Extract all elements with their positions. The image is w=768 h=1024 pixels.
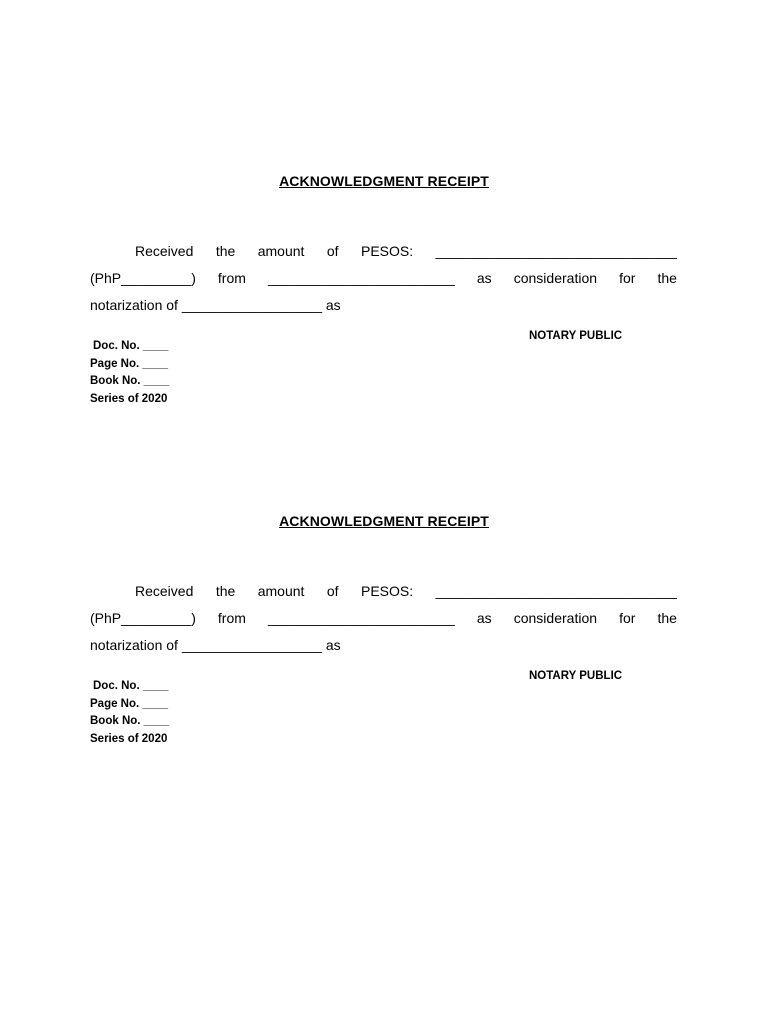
word: Received bbox=[135, 583, 194, 599]
word: Received bbox=[135, 243, 194, 259]
doc-no: Doc. No. ____ bbox=[93, 680, 169, 692]
series: Series of 2020 bbox=[90, 392, 168, 405]
page-no: Page No. ____ bbox=[90, 357, 168, 370]
word: as bbox=[476, 270, 492, 286]
word: consideration bbox=[513, 610, 598, 626]
receipt-title: ACKNOWLEDGMENT RECEIPT bbox=[279, 173, 489, 189]
from-blank: ________________________ bbox=[267, 610, 455, 626]
word: for bbox=[619, 610, 636, 626]
from-blank: ________________________ bbox=[267, 270, 455, 286]
receipt-title: ACKNOWLEDGMENT RECEIPT bbox=[279, 513, 489, 529]
receipt-1 bbox=[0, 170, 768, 430]
notarization-line: notarization of __________________ as bbox=[90, 637, 341, 653]
php-blank: (PhP_________) bbox=[90, 270, 196, 286]
doc-info-block bbox=[90, 338, 169, 408]
word: for bbox=[619, 270, 636, 286]
doc-info-block bbox=[90, 678, 169, 748]
word: amount bbox=[257, 583, 305, 599]
php-line bbox=[90, 608, 677, 628]
word: PESOS: bbox=[360, 243, 414, 259]
receipt-2 bbox=[0, 510, 768, 770]
page-no: Page No. ____ bbox=[90, 697, 168, 710]
word: of bbox=[326, 243, 339, 259]
word: consideration bbox=[513, 270, 598, 286]
word: the bbox=[657, 270, 677, 286]
amount-line bbox=[90, 581, 677, 601]
pesos-blank: _______________________________ bbox=[435, 583, 677, 599]
php-blank: (PhP_________) bbox=[90, 610, 196, 626]
doc-no: Doc. No. ____ bbox=[93, 340, 169, 352]
notary-public-label: NOTARY PUBLIC bbox=[529, 330, 623, 342]
word: PESOS: bbox=[360, 583, 414, 599]
word: the bbox=[215, 583, 236, 599]
word: the bbox=[215, 243, 236, 259]
book-no: Book No. ____ bbox=[90, 715, 170, 727]
word: amount bbox=[257, 243, 305, 259]
amount-line bbox=[90, 241, 677, 261]
series: Series of 2020 bbox=[90, 732, 168, 745]
word: the bbox=[657, 610, 677, 626]
php-line bbox=[90, 268, 677, 288]
notarization-line: notarization of __________________ as bbox=[90, 297, 341, 313]
word: of bbox=[326, 583, 339, 599]
notary-public-label: NOTARY PUBLIC bbox=[529, 670, 623, 682]
word: from bbox=[217, 610, 246, 626]
word: from bbox=[217, 270, 246, 286]
word: as bbox=[476, 610, 492, 626]
pesos-blank: _______________________________ bbox=[435, 243, 677, 259]
book-no: Book No. ____ bbox=[90, 375, 170, 387]
